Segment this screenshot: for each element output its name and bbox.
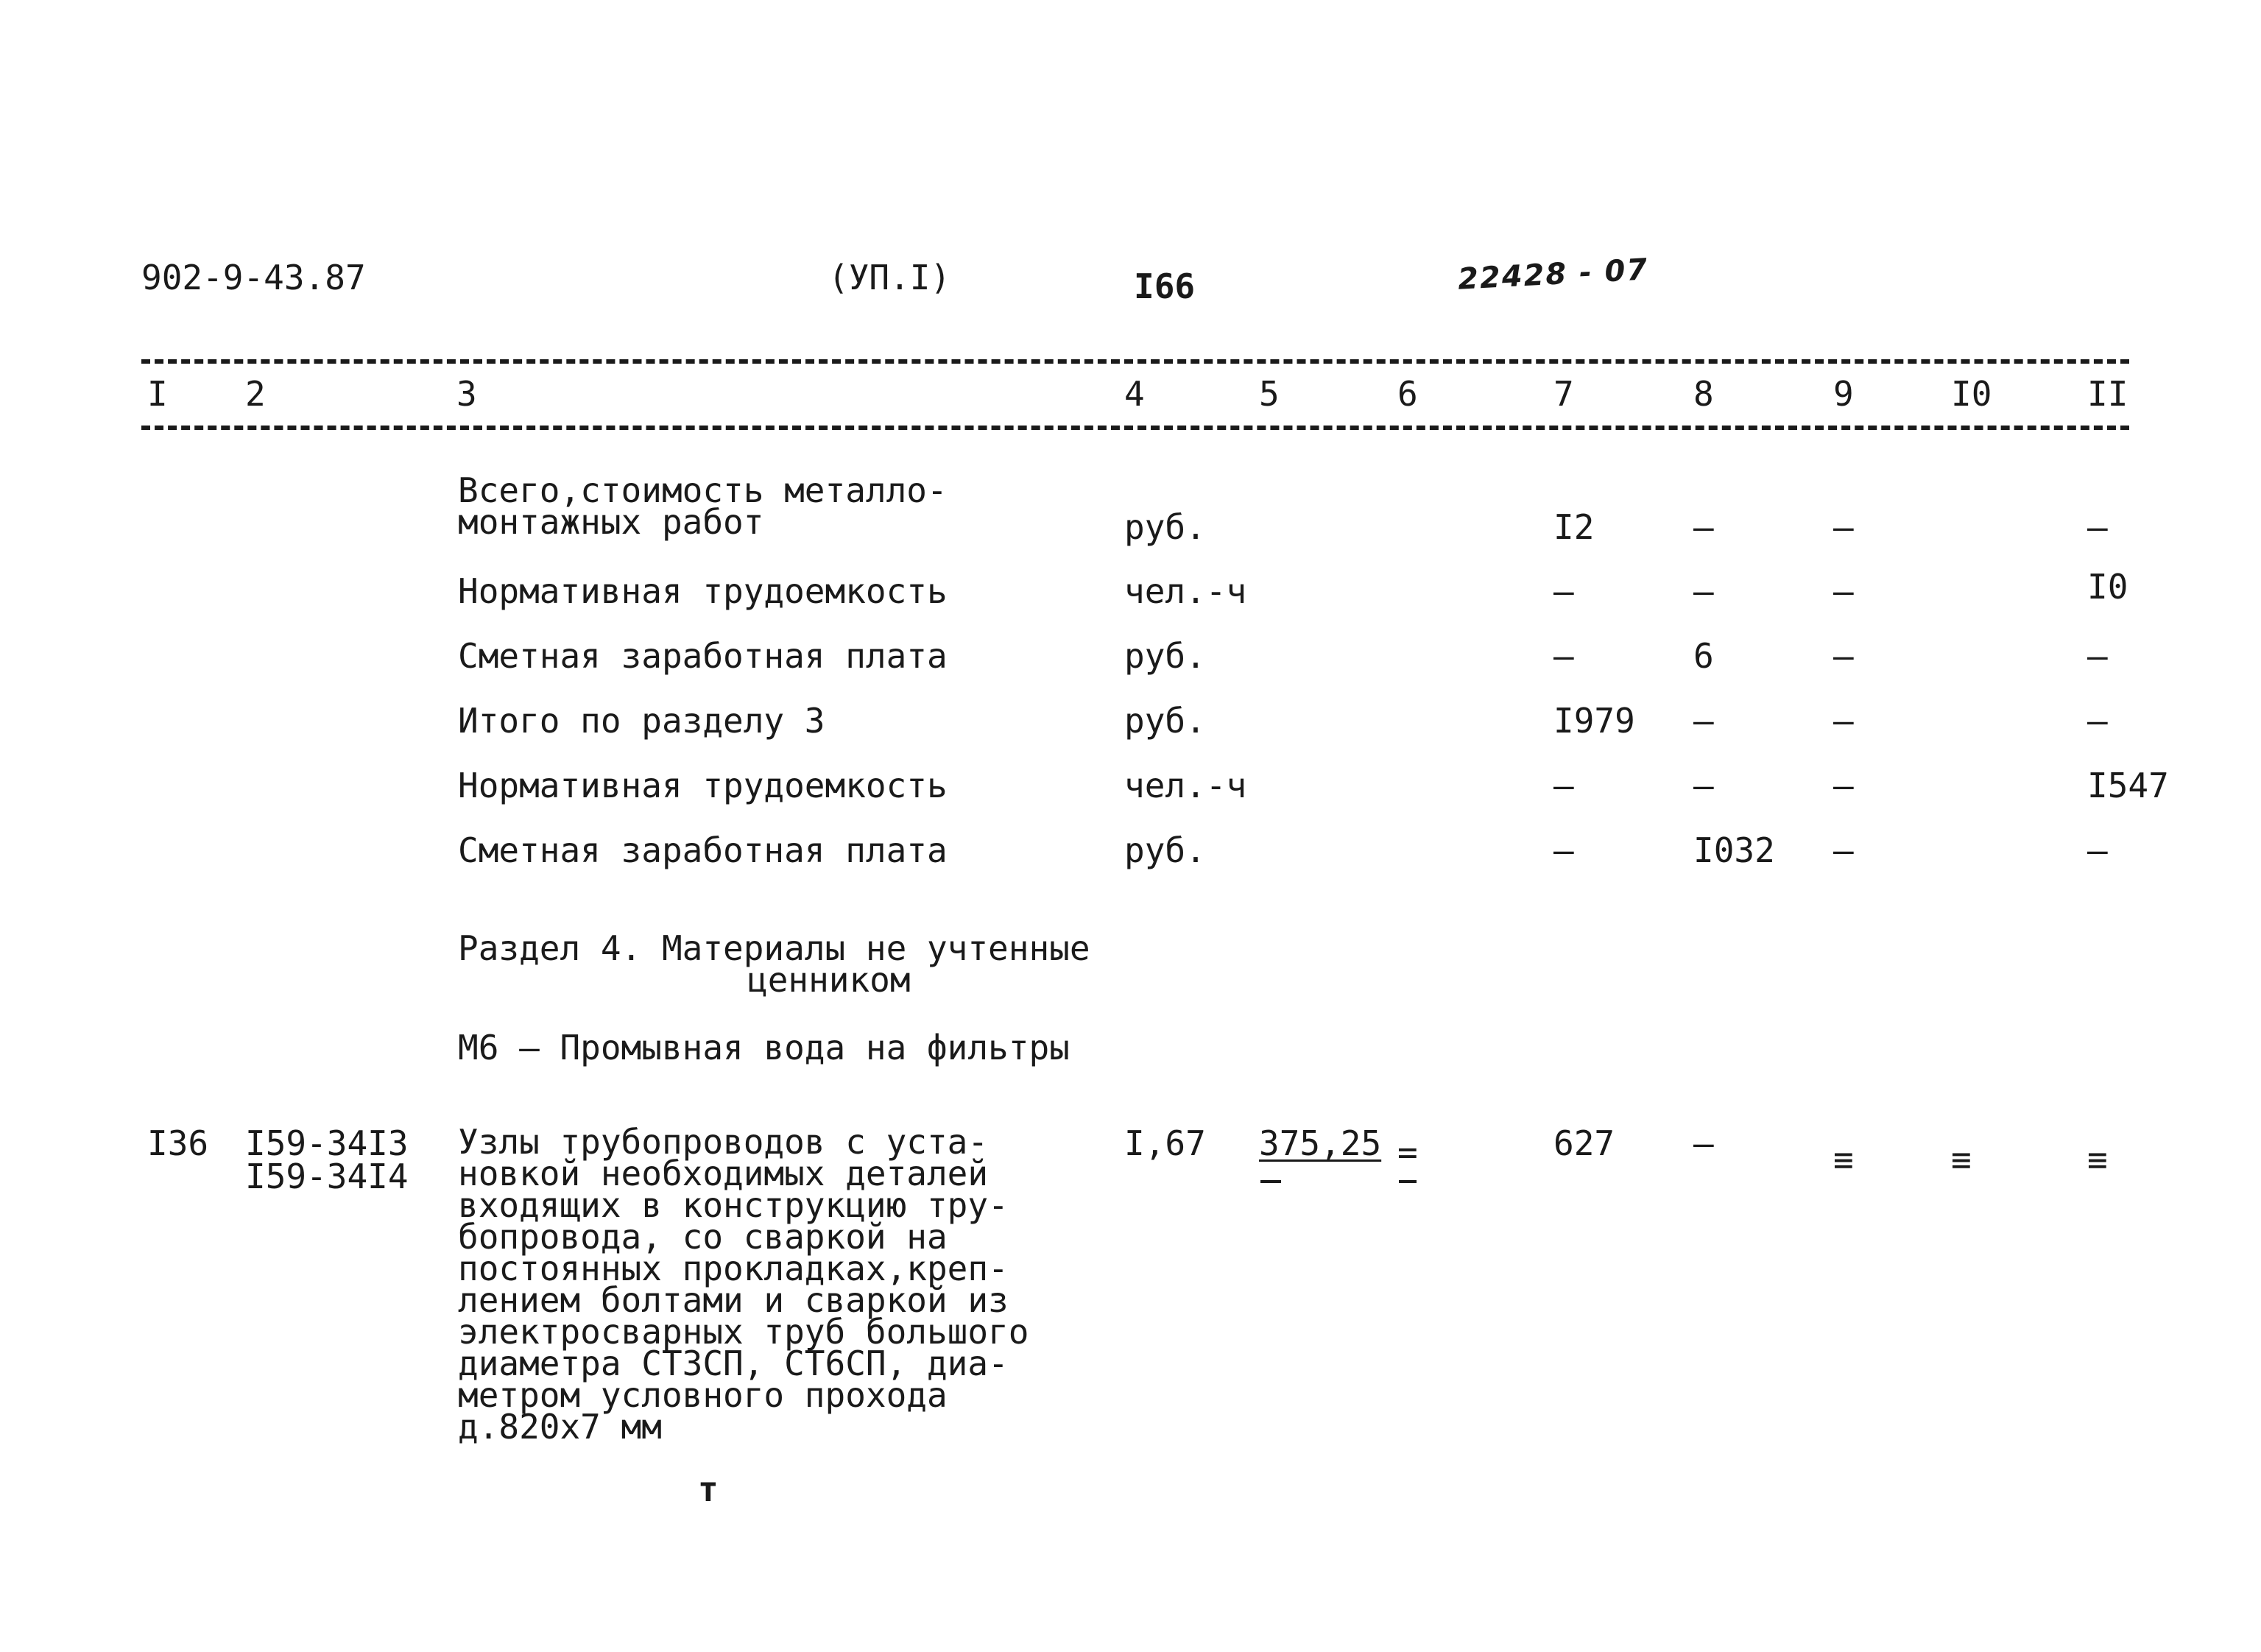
summary-row-col9: – (1833, 830, 1854, 870)
item-description: Узлы трубопроводов с уста- новкой необходимых деталей входящих в конструкцию тру- бопровода, со сваркой на постоянных прокладках,креп- лением болтами и сваркой из электросварных труб большого диаметра СТ3СП, СТ6СП, диа- метром условного прохода д.820х7 мм (458, 1122, 1029, 1447)
summary-row-col9: – (1833, 636, 1854, 676)
item-col10-ditto: ≡ (1951, 1140, 1969, 1179)
summary-row-col8: – (1693, 701, 1714, 741)
summary-row-col11: – (2087, 636, 2108, 676)
item-col6-ditto: = (1397, 1132, 1415, 1172)
summary-row-col7: – (1553, 766, 1574, 805)
item-col8: – (1693, 1123, 1714, 1163)
summary-row-col7: – (1553, 636, 1574, 676)
page-number: I66 (1134, 266, 1196, 306)
summary-row-col7: – (1553, 571, 1574, 611)
summary-row-name: Сметная заработная плата (458, 636, 948, 676)
stamp-number: 22428 - 07 (1456, 253, 1650, 297)
summary-row-col9: – (1833, 571, 1854, 611)
column-header: II (2087, 374, 2128, 414)
item-code: I59-34I4 (245, 1157, 409, 1196)
volume-label: (УП.I) (828, 258, 951, 297)
summary-row-col11: I547 (2087, 766, 2169, 805)
column-header: I (147, 374, 168, 414)
document-code: 902-9-43.87 (141, 258, 366, 297)
summary-row-col7: – (1553, 830, 1574, 870)
section-title-continued: ценником (747, 960, 911, 1000)
item-quantity: I,67 (1124, 1123, 1206, 1163)
item-col9-ditto: ≡ (1833, 1140, 1851, 1179)
item-number: I36 (147, 1123, 209, 1163)
item-code: I59-34I3 (245, 1123, 409, 1163)
column-header: 8 (1693, 374, 1714, 414)
summary-row-name: Нормативная трудоемкость (458, 571, 948, 611)
summary-row-name: Нормативная трудоемкость (458, 766, 948, 805)
summary-row-col8: – (1693, 507, 1714, 547)
summary-row-unit: чел.-ч (1124, 571, 1247, 611)
section-title: Раздел 4. Материалы не учтенные (458, 928, 1090, 968)
table-header-rule (141, 426, 2129, 430)
column-header: I0 (1951, 374, 1992, 414)
summary-row-col7: I2 (1553, 507, 1595, 547)
summary-row-col8: – (1693, 766, 1714, 805)
summary-row-col11: I0 (2087, 567, 2128, 607)
summary-row-unit: руб. (1124, 701, 1206, 741)
summary-row-col11: – (2087, 507, 2108, 547)
summary-row-unit: руб. (1124, 507, 1206, 547)
col6-dash (1399, 1180, 1417, 1183)
summary-row-col11: – (2087, 701, 2108, 741)
item-col11-ditto: ≡ (2087, 1140, 2105, 1179)
item-col7: 627 (1553, 1123, 1615, 1163)
summary-row-col9: – (1833, 701, 1854, 741)
summary-row-col11: – (2087, 830, 2108, 870)
item-unit-price: 375,25 (1259, 1123, 1382, 1163)
summary-row-name: Всего,стоимость металло- монтажных работ (458, 470, 948, 542)
summary-row-unit: руб. (1124, 830, 1206, 870)
summary-row-col8: I032 (1693, 830, 1775, 870)
summary-row-col8: – (1693, 571, 1714, 611)
summary-row-col9: – (1833, 507, 1854, 547)
column-header: 5 (1259, 374, 1280, 414)
summary-row-name: Итого по разделу 3 (458, 701, 825, 741)
price-denominator-dash (1260, 1180, 1281, 1183)
summary-row-col9: – (1833, 766, 1854, 805)
footer-mark: т (698, 1469, 719, 1509)
table-top-rule (141, 359, 2129, 364)
column-header: 7 (1553, 374, 1574, 414)
column-header: 9 (1833, 374, 1854, 414)
summary-row-col8: 6 (1693, 636, 1714, 676)
summary-row-col7: I979 (1553, 701, 1635, 741)
column-header: 2 (245, 374, 266, 414)
column-header: 4 (1124, 374, 1145, 414)
summary-row-name: Сметная заработная плата (458, 830, 948, 870)
section-subtitle: М6 – Промывная вода на фильтры (458, 1028, 1070, 1067)
summary-row-unit: руб. (1124, 636, 1206, 676)
column-header: 6 (1397, 374, 1418, 414)
column-header: 3 (456, 374, 477, 414)
summary-row-unit: чел.-ч (1124, 766, 1247, 805)
